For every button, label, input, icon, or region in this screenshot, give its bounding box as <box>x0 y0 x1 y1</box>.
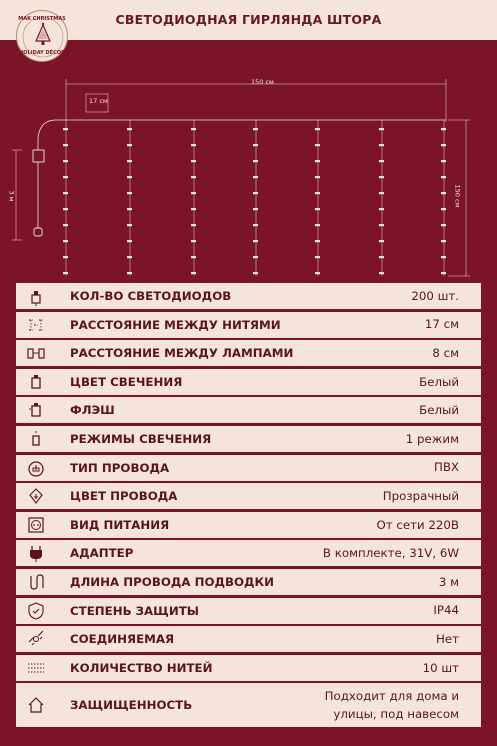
led-bulb <box>63 144 68 146</box>
led-bulb <box>253 192 258 194</box>
plug-icon <box>16 455 56 481</box>
height-dimension-label: 150 см <box>453 184 462 208</box>
led-bulb <box>379 128 384 130</box>
led-bulb <box>379 208 384 210</box>
led-bulb <box>315 128 320 130</box>
logo-text-bottom: HOLIDAY DÉCOR <box>19 50 65 56</box>
width-dimension-label: 150 см <box>251 78 274 86</box>
spec-row <box>16 369 481 395</box>
led-bulb <box>253 160 258 162</box>
led-bulb <box>441 256 446 258</box>
led-bulb <box>127 192 132 194</box>
house-icon <box>16 683 56 727</box>
spec-label: РЕЖИМЫ СВЕЧЕНИЯ <box>70 431 212 446</box>
shield-icon <box>16 598 56 624</box>
light-strand <box>379 120 384 276</box>
led-bulb <box>379 160 384 162</box>
spec-row <box>16 655 481 681</box>
light-strand <box>127 120 132 276</box>
socket-icon <box>16 512 56 538</box>
spec-row <box>16 569 481 595</box>
spec-value: ПВХ <box>433 460 459 475</box>
spec-value: От сети 220В <box>376 517 459 532</box>
page-title: СВЕТОДИОДНАЯ ГИРЛЯНДА ШТОРА <box>115 12 382 27</box>
led-bulb <box>441 224 446 226</box>
led-bulb <box>63 176 68 178</box>
spec-row <box>16 683 481 727</box>
led-bulb <box>315 144 320 146</box>
led-bulb <box>379 144 384 146</box>
spec-value: 17 см <box>424 317 459 332</box>
spec-row <box>16 312 481 338</box>
spec-value: Прозрачный <box>382 489 459 504</box>
led-bulb <box>253 208 258 210</box>
led-bulbs-icon <box>16 283 56 309</box>
led-bulb <box>191 224 196 226</box>
led-bulb <box>379 256 384 258</box>
bulb-spacing-icon <box>16 340 56 366</box>
led-bulb <box>441 272 446 274</box>
led-bulb <box>253 128 258 130</box>
cable-length-dimension-label: 3 м <box>7 190 16 202</box>
led-bulb <box>191 256 196 258</box>
spec-value: Белый <box>419 374 459 389</box>
led-bulb <box>127 176 132 178</box>
spec-row <box>16 540 481 566</box>
led-bulb <box>441 192 446 194</box>
spec-value-line: улицы, под навесом <box>333 707 459 722</box>
led-bulb <box>253 144 258 146</box>
spec-row <box>16 426 481 452</box>
led-bulb <box>441 128 446 130</box>
spec-label: АДАПТЕР <box>70 546 134 561</box>
spacing-dimension-label: 17 см <box>89 97 108 105</box>
spec-row <box>16 483 481 509</box>
led-bulb <box>253 256 258 258</box>
modes-icon <box>16 426 56 452</box>
led-bulb <box>127 128 132 130</box>
led-bulb <box>379 272 384 274</box>
spec-value: Белый <box>419 403 459 418</box>
spec-label: ЗАЩИЩЕННОСТЬ <box>70 698 193 713</box>
led-bulb <box>127 208 132 210</box>
spec-row <box>16 626 481 652</box>
led-bulb <box>191 176 196 178</box>
spec-label: ФЛЭШ <box>70 403 115 418</box>
led-bulb <box>63 272 68 274</box>
led-bulb <box>127 160 132 162</box>
led-bulb <box>315 176 320 178</box>
led-bulb <box>441 208 446 210</box>
led-bulb <box>191 272 196 274</box>
led-bulb <box>441 160 446 162</box>
led-bulb <box>191 128 196 130</box>
title-banner <box>0 0 497 40</box>
specs-list <box>16 283 481 730</box>
led-bulb <box>315 208 320 210</box>
spec-label: ДЛИНА ПРОВОДА ПОДВОДКИ <box>70 574 275 589</box>
led-bulb <box>315 224 320 226</box>
spec-row <box>16 283 481 309</box>
light-strand <box>191 120 196 276</box>
spec-value: Нет <box>435 631 459 646</box>
cable-length-icon <box>16 569 56 595</box>
garland-drawing <box>0 62 497 282</box>
logo-text-top: MAK CHRISTMAS <box>18 16 66 22</box>
led-bulb <box>191 144 196 146</box>
led-bulb <box>191 192 196 194</box>
spec-label: ВИД ПИТАНИЯ <box>70 517 170 532</box>
spec-label: ЦВЕТ СВЕЧЕНИЯ <box>70 374 183 389</box>
light-strand <box>63 120 68 276</box>
garland-diagram <box>0 62 497 282</box>
spec-row <box>16 455 481 481</box>
spec-value-line: Подходит для дома и <box>324 689 459 704</box>
led-bulb <box>253 272 258 274</box>
led-bulb <box>191 208 196 210</box>
led-bulb <box>441 176 446 178</box>
led-bulb <box>315 256 320 258</box>
spec-value: 10 шт <box>422 660 459 675</box>
led-bulb <box>379 224 384 226</box>
spec-value: 3 м <box>438 574 459 589</box>
spec-row <box>16 512 481 538</box>
led-bulb <box>315 192 320 194</box>
wire-color-icon <box>16 483 56 509</box>
led-bulb <box>127 272 132 274</box>
spec-label: РАССТОЯНИЕ МЕЖДУ НИТЯМИ <box>70 317 281 332</box>
led-bulb <box>63 240 68 242</box>
led-bulb <box>191 160 196 162</box>
led-bulb <box>379 240 384 242</box>
spec-value: 8 см <box>432 346 459 361</box>
spec-label: КОЛ-ВО СВЕТОДИОДОВ <box>70 289 232 303</box>
adapter-icon <box>16 540 56 566</box>
led-bulb <box>379 176 384 178</box>
strands-count-icon <box>16 655 56 681</box>
led-bulb <box>63 128 68 130</box>
led-bulb <box>253 240 258 242</box>
led-bulb <box>191 240 196 242</box>
led-bulb <box>63 160 68 162</box>
led-bulb <box>63 256 68 258</box>
led-bulb <box>441 144 446 146</box>
spec-label: КОЛИЧЕСТВО НИТЕЙ <box>70 660 213 675</box>
brand-logo <box>16 10 68 62</box>
led-bulb <box>315 240 320 242</box>
led-bulb <box>63 224 68 226</box>
spec-value: IP44 <box>433 603 459 618</box>
spec-label: РАССТОЯНИЕ МЕЖДУ ЛАМПАМИ <box>70 346 294 361</box>
spec-value: 1 режим <box>405 431 459 446</box>
led-bulb <box>379 192 384 194</box>
spec-row <box>16 598 481 624</box>
led-bulb <box>441 240 446 242</box>
led-bulb <box>63 208 68 210</box>
spec-label: СОЕДИНЯЕМАЯ <box>70 632 175 647</box>
spec-label: СТЕПЕНЬ ЗАЩИТЫ <box>70 603 199 618</box>
led-bulb <box>127 256 132 258</box>
flash-icon <box>16 397 56 423</box>
spec-value: В комплекте, 31V, 6W <box>322 546 459 561</box>
led-bulb <box>315 160 320 162</box>
spec-value: 200 шт. <box>411 288 459 303</box>
strands-spacing-icon <box>16 312 56 338</box>
spec-label: ЦВЕТ ПРОВОДА <box>70 489 178 504</box>
led-bulb <box>127 144 132 146</box>
spec-row <box>16 397 481 423</box>
connect-icon <box>16 626 56 652</box>
led-bulb <box>127 240 132 242</box>
led-bulb <box>253 224 258 226</box>
light-strand <box>315 120 320 276</box>
spec-value <box>325 683 459 727</box>
light-strand <box>253 120 258 276</box>
led-bulb <box>253 176 258 178</box>
light-strand <box>441 120 446 276</box>
spec-row <box>16 340 481 366</box>
spec-label: ТИП ПРОВОДА <box>70 460 170 475</box>
led-bulb <box>127 224 132 226</box>
led-bulb <box>315 272 320 274</box>
led-bulb <box>63 192 68 194</box>
glow-color-icon <box>16 369 56 395</box>
